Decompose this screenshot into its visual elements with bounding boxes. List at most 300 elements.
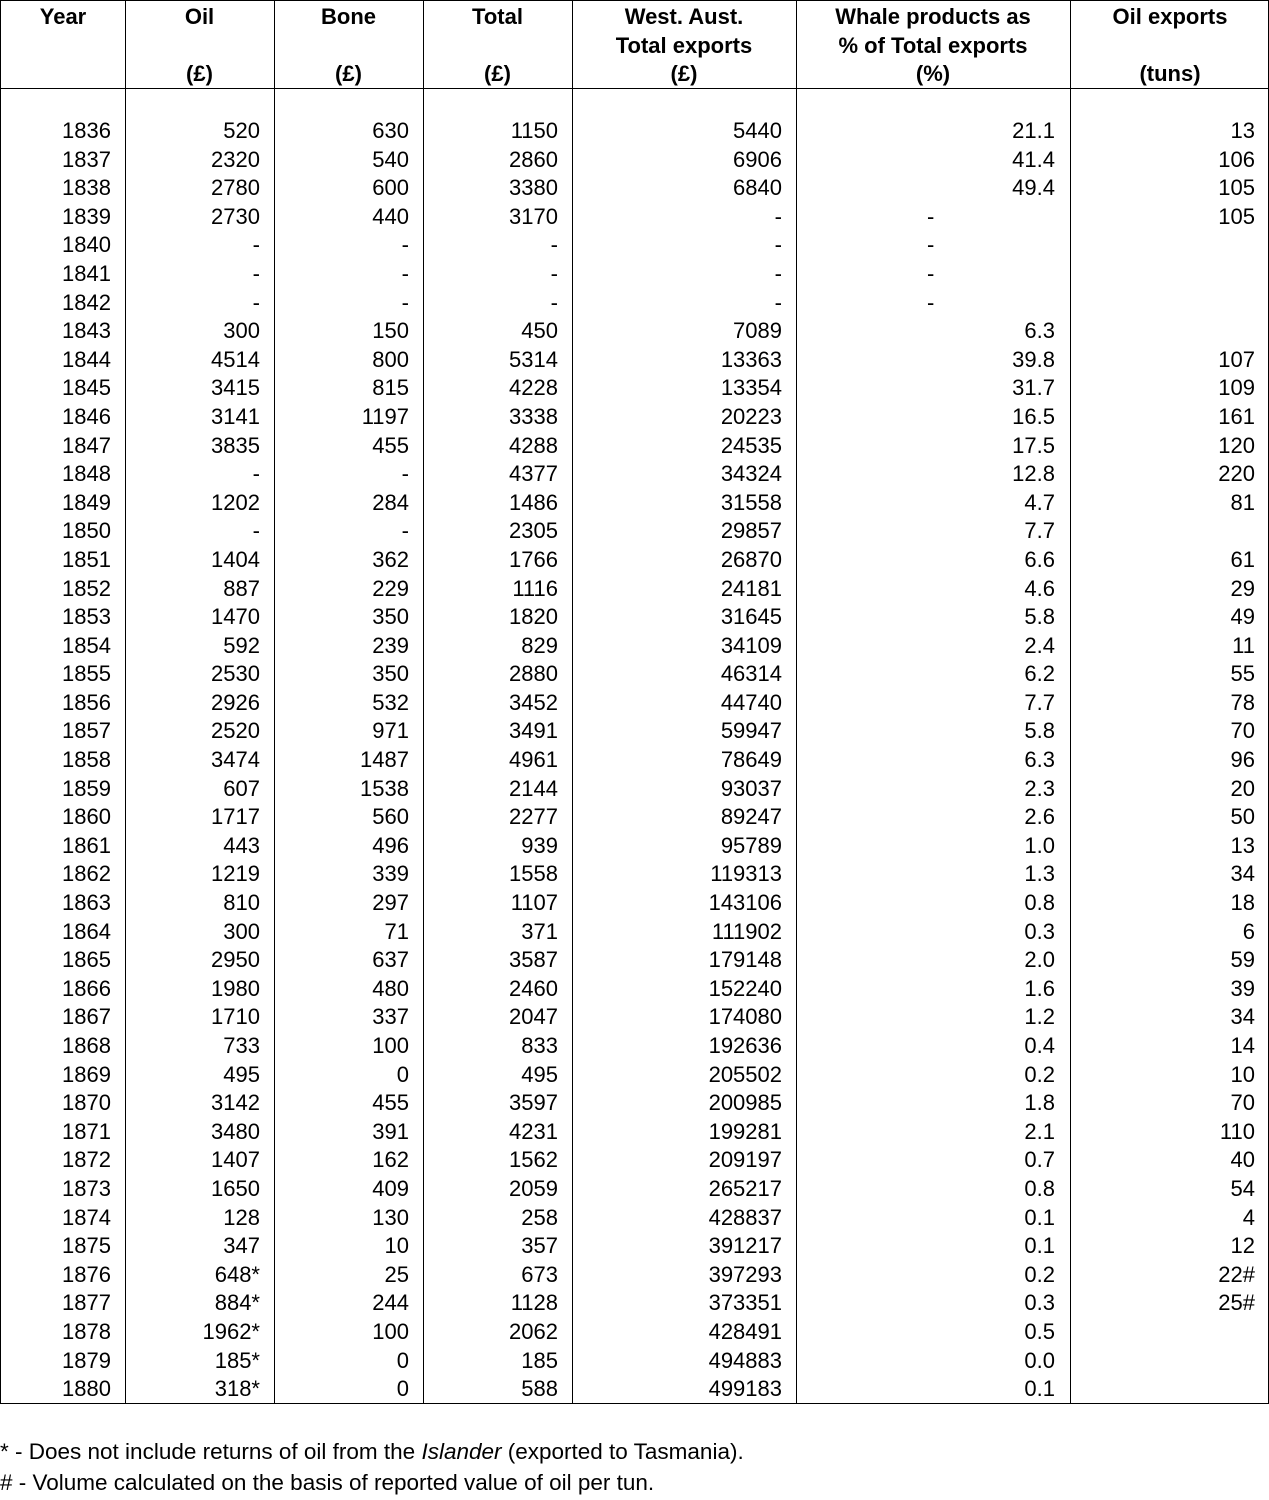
- cell-year: 1837: [62, 146, 111, 172]
- cell-west-aust-exports: 34324: [720, 461, 782, 487]
- footnotes: [0, 1436, 744, 1498]
- cell-west-aust-exports: 24181: [720, 575, 782, 601]
- cell-year: 1860: [62, 804, 111, 830]
- cell-year: 1876: [62, 1261, 111, 1287]
- cell-oil: 2730: [211, 203, 260, 229]
- cell-bone: 455: [372, 1090, 409, 1116]
- cell-whale-percent: 1.8: [1024, 1090, 1055, 1116]
- cell-year: 1869: [62, 1061, 111, 1087]
- cell-whale-percent: 17.5: [1012, 432, 1055, 458]
- footnote-star: [0, 1436, 744, 1467]
- cell-total: 1562: [509, 1147, 558, 1173]
- header-line: (tuns): [1139, 61, 1201, 86]
- header-whale-products-percent: [796, 3, 1070, 87]
- cell-whale-percent: 2.0: [1024, 947, 1055, 973]
- cell-bone: -: [401, 461, 409, 487]
- header-line: Oil exports: [1112, 4, 1228, 29]
- cell-west-aust-exports: -: [774, 260, 782, 286]
- cell-oil: 495: [223, 1061, 260, 1087]
- table-row: [1, 717, 1269, 746]
- header-west-aust-total-exports: [572, 3, 796, 87]
- cell-oil-tuns: 220: [1218, 461, 1255, 487]
- cell-bone: 297: [372, 890, 409, 916]
- cell-year: 1840: [62, 232, 111, 258]
- cell-total: 3338: [509, 403, 558, 429]
- cell-bone: 339: [372, 861, 409, 887]
- header-line: [125, 32, 274, 61]
- cell-bone: 480: [372, 975, 409, 1001]
- cell-oil: 733: [223, 1033, 260, 1058]
- cell-total: 829: [521, 632, 558, 658]
- cell-oil: 1710: [211, 1004, 260, 1030]
- cell-year: 1879: [62, 1347, 111, 1373]
- cell-bone: 600: [372, 175, 409, 201]
- cell-oil: 887: [223, 575, 260, 601]
- cell-bone: 362: [372, 546, 409, 572]
- cell-oil-tuns: 14: [1230, 1033, 1255, 1058]
- cell-whale-percent: 0.0: [1024, 1347, 1055, 1373]
- cell-year: 1852: [62, 575, 111, 601]
- cell-west-aust-exports: 7089: [733, 318, 782, 344]
- cell-total: 2047: [509, 1004, 558, 1030]
- cell-total: 3491: [509, 718, 558, 744]
- cell-total: 2460: [509, 975, 558, 1001]
- cell-west-aust-exports: 26870: [720, 546, 782, 572]
- cell-year: 1841: [62, 260, 111, 286]
- cell-west-aust-exports: 192636: [708, 1033, 782, 1058]
- cell-year: 1859: [62, 775, 111, 801]
- cell-total: 2305: [509, 518, 558, 544]
- cell-bone: 540: [372, 146, 409, 172]
- cell-west-aust-exports: 428491: [708, 1318, 782, 1344]
- cell-total: 3170: [509, 203, 558, 229]
- cell-year: 1867: [62, 1004, 111, 1030]
- header-line: [1070, 32, 1269, 61]
- cell-oil-tuns: 61: [1230, 546, 1255, 572]
- cell-total: 4961: [509, 747, 558, 773]
- cell-oil-tuns: 110: [1219, 1118, 1255, 1144]
- cell-whale-percent: 6.6: [1024, 546, 1055, 572]
- table-row: [1, 1003, 1269, 1032]
- cell-west-aust-exports: 499183: [708, 1376, 782, 1402]
- cell-whale-percent: -: [927, 289, 935, 315]
- cell-west-aust-exports: 199281: [708, 1118, 782, 1144]
- cell-oil: 3415: [211, 375, 260, 401]
- cell-bone: 284: [372, 489, 409, 515]
- cell-bone: 532: [372, 689, 409, 715]
- cell-oil: 300: [223, 318, 260, 344]
- cell-oil-tuns: 20: [1230, 775, 1255, 801]
- cell-bone: 1487: [360, 747, 409, 773]
- table-row: [1, 346, 1269, 375]
- cell-oil: 1202: [211, 489, 260, 515]
- cell-year: 1845: [62, 375, 111, 401]
- cell-oil-tuns: 10: [1230, 1061, 1255, 1087]
- cell-year: 1851: [62, 546, 111, 572]
- cell-total: 2144: [509, 775, 558, 801]
- table-row: [1, 803, 1269, 832]
- cell-year: 1865: [62, 947, 111, 973]
- cell-bone: 560: [372, 804, 409, 830]
- cell-total: 3452: [509, 689, 558, 715]
- cell-west-aust-exports: 13363: [720, 346, 782, 372]
- cell-oil: 2530: [211, 661, 260, 687]
- cell-oil: 1980: [211, 975, 260, 1001]
- cell-west-aust-exports: 95789: [720, 832, 782, 858]
- cell-whale-percent: 2.1: [1024, 1118, 1055, 1144]
- cell-whale-percent: 0.1: [1024, 1376, 1055, 1402]
- cell-total: 1486: [509, 489, 558, 515]
- cell-bone: -: [401, 289, 409, 315]
- cell-bone: 0: [396, 1376, 409, 1402]
- cell-total: 495: [521, 1061, 558, 1087]
- cell-oil: 1404: [211, 546, 260, 572]
- table-row: [1, 860, 1269, 889]
- cell-whale-percent: 2.4: [1024, 632, 1055, 658]
- cell-total: 5314: [509, 346, 558, 372]
- cell-oil-tuns: 109: [1218, 375, 1255, 401]
- cell-total: 939: [521, 832, 558, 858]
- cell-year: 1875: [62, 1233, 111, 1259]
- cell-total: 1150: [510, 118, 558, 143]
- cell-oil: 648*: [214, 1261, 260, 1287]
- cell-oil: -: [252, 289, 260, 315]
- cell-total: 4228: [509, 375, 558, 401]
- cell-oil: -: [252, 232, 260, 258]
- table-row: [1, 689, 1269, 718]
- cell-west-aust-exports: 119313: [710, 861, 782, 887]
- cell-oil: 1962*: [202, 1318, 260, 1344]
- table-row: [1, 289, 1269, 318]
- cell-west-aust-exports: 174080: [708, 1004, 782, 1030]
- cell-whale-percent: 2.6: [1024, 804, 1055, 830]
- cell-oil: 3474: [211, 747, 260, 773]
- cell-oil-tuns: 49: [1230, 604, 1255, 630]
- cell-oil: 128: [223, 1204, 260, 1230]
- cell-west-aust-exports: 391217: [708, 1233, 782, 1259]
- cell-oil: 2926: [211, 689, 260, 715]
- cell-west-aust-exports: 6840: [733, 175, 782, 201]
- table-row: [1, 975, 1269, 1004]
- cell-oil: 1717: [211, 804, 260, 830]
- cell-oil-tuns: 34: [1230, 861, 1255, 887]
- table-row: [1, 1261, 1269, 1290]
- cell-oil: 1407: [211, 1147, 260, 1173]
- cell-whale-percent: -: [927, 232, 935, 258]
- cell-west-aust-exports: -: [774, 289, 782, 315]
- cell-year: 1877: [62, 1290, 111, 1316]
- cell-total: 588: [521, 1376, 558, 1402]
- table-row: [1, 1089, 1269, 1118]
- cell-bone: 800: [372, 346, 409, 372]
- cell-year: 1857: [62, 718, 111, 744]
- cell-oil: 3835: [211, 432, 260, 458]
- cell-west-aust-exports: 13354: [720, 375, 782, 401]
- table-row: [1, 775, 1269, 804]
- cell-year: 1846: [62, 403, 111, 429]
- cell-total: 3587: [509, 947, 558, 973]
- cell-oil: 884*: [214, 1290, 260, 1316]
- header-line: Year: [39, 4, 87, 29]
- cell-whale-percent: -: [927, 203, 935, 229]
- cell-oil: 2950: [211, 947, 260, 973]
- cell-oil-tuns: 105: [1218, 175, 1255, 201]
- cell-bone: 496: [372, 832, 409, 858]
- cell-year: 1855: [62, 661, 111, 687]
- cell-west-aust-exports: 143106: [708, 890, 782, 916]
- header-oil-exports-tuns: [1070, 3, 1269, 87]
- table-row: [1, 517, 1269, 546]
- cell-whale-percent: 7.7: [1024, 518, 1055, 544]
- cell-year: 1853: [62, 604, 111, 630]
- cell-oil-tuns: 105: [1218, 203, 1255, 229]
- table-row: [1, 1061, 1269, 1090]
- cell-whale-percent: 5.8: [1024, 718, 1055, 744]
- cell-total: 450: [521, 318, 558, 344]
- table-row: [1, 660, 1269, 689]
- cell-oil: 318*: [214, 1376, 260, 1402]
- table-row: [1, 603, 1269, 632]
- cell-whale-percent: 0.7: [1024, 1147, 1055, 1173]
- cell-year: 1854: [62, 632, 111, 658]
- cell-west-aust-exports: 89247: [720, 804, 782, 830]
- cell-oil: 4514: [211, 346, 260, 372]
- cell-year: 1858: [62, 747, 111, 773]
- cell-total: 4231: [509, 1118, 558, 1144]
- table-row: [1, 460, 1269, 489]
- cell-total: 2277: [509, 804, 558, 830]
- cell-whale-percent: 4.7: [1024, 489, 1055, 515]
- cell-whale-percent: 21.1: [1012, 118, 1055, 143]
- cell-year: 1861: [62, 832, 111, 858]
- cell-whale-percent: 0.4: [1024, 1033, 1055, 1058]
- header-line: Total exports: [615, 32, 753, 58]
- table-body: [1, 117, 1269, 1404]
- cell-west-aust-exports: 5440: [733, 118, 782, 143]
- cell-whale-percent: 31.7: [1012, 375, 1055, 401]
- footnote-text: * - Does not include returns of oil from the: [0, 1439, 422, 1464]
- cell-whale-percent: 0.1: [1024, 1204, 1055, 1230]
- table-row: [1, 632, 1269, 661]
- table-row: [1, 231, 1269, 260]
- footnote-text: (exported to Tasmania).: [501, 1439, 744, 1464]
- cell-bone: 25: [384, 1261, 409, 1287]
- cell-bone: 630: [372, 118, 409, 143]
- cell-whale-percent: 1.3: [1024, 861, 1055, 887]
- footnote-ship-name: Islander: [421, 1439, 502, 1464]
- cell-oil: 3142: [211, 1090, 260, 1116]
- cell-total: 258: [521, 1204, 558, 1230]
- table-row: [1, 1347, 1269, 1376]
- header-oil: [125, 3, 274, 87]
- cell-west-aust-exports: 428837: [708, 1204, 782, 1230]
- cell-oil-tuns: 81: [1230, 489, 1255, 515]
- cell-total: -: [550, 260, 558, 286]
- cell-whale-percent: 6.2: [1024, 661, 1055, 687]
- cell-oil-tuns: 96: [1230, 747, 1255, 773]
- table-row: [1, 1204, 1269, 1233]
- cell-bone: 71: [384, 918, 409, 944]
- cell-oil-tuns: 78: [1230, 689, 1255, 715]
- cell-bone: 244: [372, 1290, 409, 1316]
- cell-west-aust-exports: 373351: [708, 1290, 782, 1316]
- table-row: [1, 317, 1269, 346]
- cell-whale-percent: 0.5: [1024, 1318, 1055, 1344]
- header-line: (%): [915, 61, 951, 86]
- header-line: Bone: [321, 4, 376, 29]
- cell-bone: 150: [372, 318, 409, 344]
- cell-west-aust-exports: 93037: [720, 775, 782, 801]
- cell-total: 2860: [509, 146, 558, 172]
- table-row: [1, 889, 1269, 918]
- cell-oil: 300: [223, 918, 260, 944]
- cell-year: 1848: [62, 461, 111, 487]
- table-row: [1, 1175, 1269, 1204]
- cell-oil: 520: [223, 118, 260, 143]
- cell-oil-tuns: 11: [1232, 632, 1255, 658]
- cell-bone: 971: [372, 718, 409, 744]
- cell-west-aust-exports: 20223: [720, 403, 782, 429]
- cell-year: 1850: [62, 518, 111, 544]
- cell-oil-tuns: 34: [1230, 1004, 1255, 1030]
- header-line: [274, 32, 423, 61]
- cell-west-aust-exports: 44740: [720, 689, 782, 715]
- cell-whale-percent: 16.5: [1012, 403, 1055, 429]
- cell-west-aust-exports: 494883: [708, 1347, 782, 1373]
- cell-west-aust-exports: 205502: [708, 1061, 782, 1087]
- cell-year: 1878: [62, 1318, 111, 1344]
- cell-bone: 1538: [360, 775, 409, 801]
- header-line: West. Aust.: [624, 4, 744, 29]
- header-line: (£): [670, 61, 698, 86]
- cell-whale-percent: 6.3: [1024, 318, 1055, 344]
- cell-total: 1107: [510, 890, 558, 916]
- header-line: [423, 32, 572, 61]
- cell-oil-tuns: 54: [1230, 1175, 1255, 1201]
- cell-oil-tuns: 13: [1230, 832, 1255, 858]
- cell-bone: -: [401, 232, 409, 258]
- header-bone: [274, 3, 423, 87]
- cell-oil-tuns: 55: [1230, 661, 1255, 687]
- header-year: [1, 3, 125, 87]
- cell-whale-percent: 0.2: [1024, 1061, 1055, 1087]
- table-row: [1, 117, 1269, 146]
- cell-total: 833: [521, 1033, 558, 1058]
- cell-total: 3380: [509, 175, 558, 201]
- cell-west-aust-exports: 6906: [733, 146, 782, 172]
- cell-west-aust-exports: -: [774, 232, 782, 258]
- cell-total: 185: [521, 1347, 558, 1373]
- table-row: [1, 432, 1269, 461]
- cell-year: 1836: [62, 118, 111, 143]
- cell-total: 1766: [509, 546, 558, 572]
- cell-oil: 443: [223, 832, 260, 858]
- cell-oil-tuns: 39: [1230, 975, 1255, 1001]
- cell-west-aust-exports: 209197: [708, 1147, 782, 1173]
- cell-year: 1866: [62, 975, 111, 1001]
- header-line: % of Total exports: [838, 32, 1028, 58]
- cell-total: 371: [521, 918, 558, 944]
- cell-year: 1838: [62, 175, 111, 201]
- cell-oil-tuns: 59: [1230, 947, 1255, 973]
- cell-whale-percent: 5.8: [1024, 604, 1055, 630]
- cell-west-aust-exports: 34109: [720, 632, 782, 658]
- cell-bone: 1197: [361, 403, 409, 429]
- cell-year: 1864: [62, 918, 111, 944]
- header-line: Total: [472, 4, 523, 29]
- cell-year: 1842: [62, 289, 111, 315]
- header-line: (£): [335, 61, 362, 86]
- cell-whale-percent: 0.3: [1024, 1290, 1055, 1316]
- cell-bone: 391: [372, 1118, 409, 1144]
- cell-west-aust-exports: 111902: [711, 918, 782, 944]
- cell-whale-percent: 2.3: [1024, 775, 1055, 801]
- cell-bone: 637: [372, 947, 409, 973]
- cell-west-aust-exports: 46314: [720, 661, 782, 687]
- cell-oil: 1219: [211, 861, 260, 887]
- cell-bone: 0: [396, 1347, 409, 1373]
- table-row: [1, 1289, 1269, 1318]
- cell-total: 1116: [512, 575, 558, 601]
- table-row: [1, 174, 1269, 203]
- cell-west-aust-exports: 29857: [720, 518, 782, 544]
- cell-oil: 347: [223, 1233, 260, 1259]
- cell-oil: -: [252, 518, 260, 544]
- cell-oil: 1470: [211, 604, 260, 630]
- cell-total: 2059: [509, 1175, 558, 1201]
- cell-west-aust-exports: 152240: [708, 975, 782, 1001]
- cell-year: 1849: [62, 489, 111, 515]
- cell-bone: 130: [372, 1204, 409, 1230]
- cell-whale-percent: 7.7: [1024, 689, 1055, 715]
- cell-year: 1863: [62, 890, 111, 916]
- cell-whale-percent: 0.8: [1024, 890, 1055, 916]
- cell-oil-tuns: 22#: [1218, 1261, 1255, 1287]
- cell-bone: -: [401, 260, 409, 286]
- cell-year: 1844: [62, 346, 111, 372]
- cell-total: -: [550, 289, 558, 315]
- cell-oil-tuns: 12: [1230, 1233, 1255, 1259]
- cell-year: 1880: [62, 1376, 111, 1402]
- cell-oil: 810: [223, 890, 260, 916]
- cell-total: 2880: [509, 661, 558, 687]
- cell-whale-percent: 4.6: [1024, 575, 1055, 601]
- cell-west-aust-exports: 31558: [720, 489, 782, 515]
- cell-total: 1128: [510, 1290, 558, 1316]
- cell-bone: 409: [372, 1175, 409, 1201]
- cell-bone: 162: [372, 1147, 409, 1173]
- cell-oil-tuns: 70: [1230, 1090, 1255, 1116]
- footnote-hash: # - Volume calculated on the basis of reported value of oil per tun.: [0, 1470, 655, 1495]
- cell-whale-percent: 0.3: [1024, 918, 1055, 944]
- cell-oil-tuns: 107: [1218, 346, 1255, 372]
- cell-bone: 815: [372, 375, 409, 401]
- cell-total: 1820: [509, 604, 558, 630]
- cell-bone: 440: [372, 203, 409, 229]
- cell-whale-percent: 0.1: [1024, 1233, 1055, 1259]
- table-row: [1, 146, 1269, 175]
- header-line: [1, 60, 125, 89]
- table-row: [1, 1118, 1269, 1147]
- cell-total: 2062: [509, 1318, 558, 1344]
- header-total: [423, 3, 572, 87]
- cell-bone: 350: [372, 661, 409, 687]
- cell-whale-percent: 1.0: [1024, 832, 1055, 858]
- cell-oil-tuns: 29: [1230, 575, 1255, 601]
- cell-bone: 0: [396, 1061, 409, 1087]
- cell-west-aust-exports: 265217: [708, 1175, 782, 1201]
- table-row: [1, 546, 1269, 575]
